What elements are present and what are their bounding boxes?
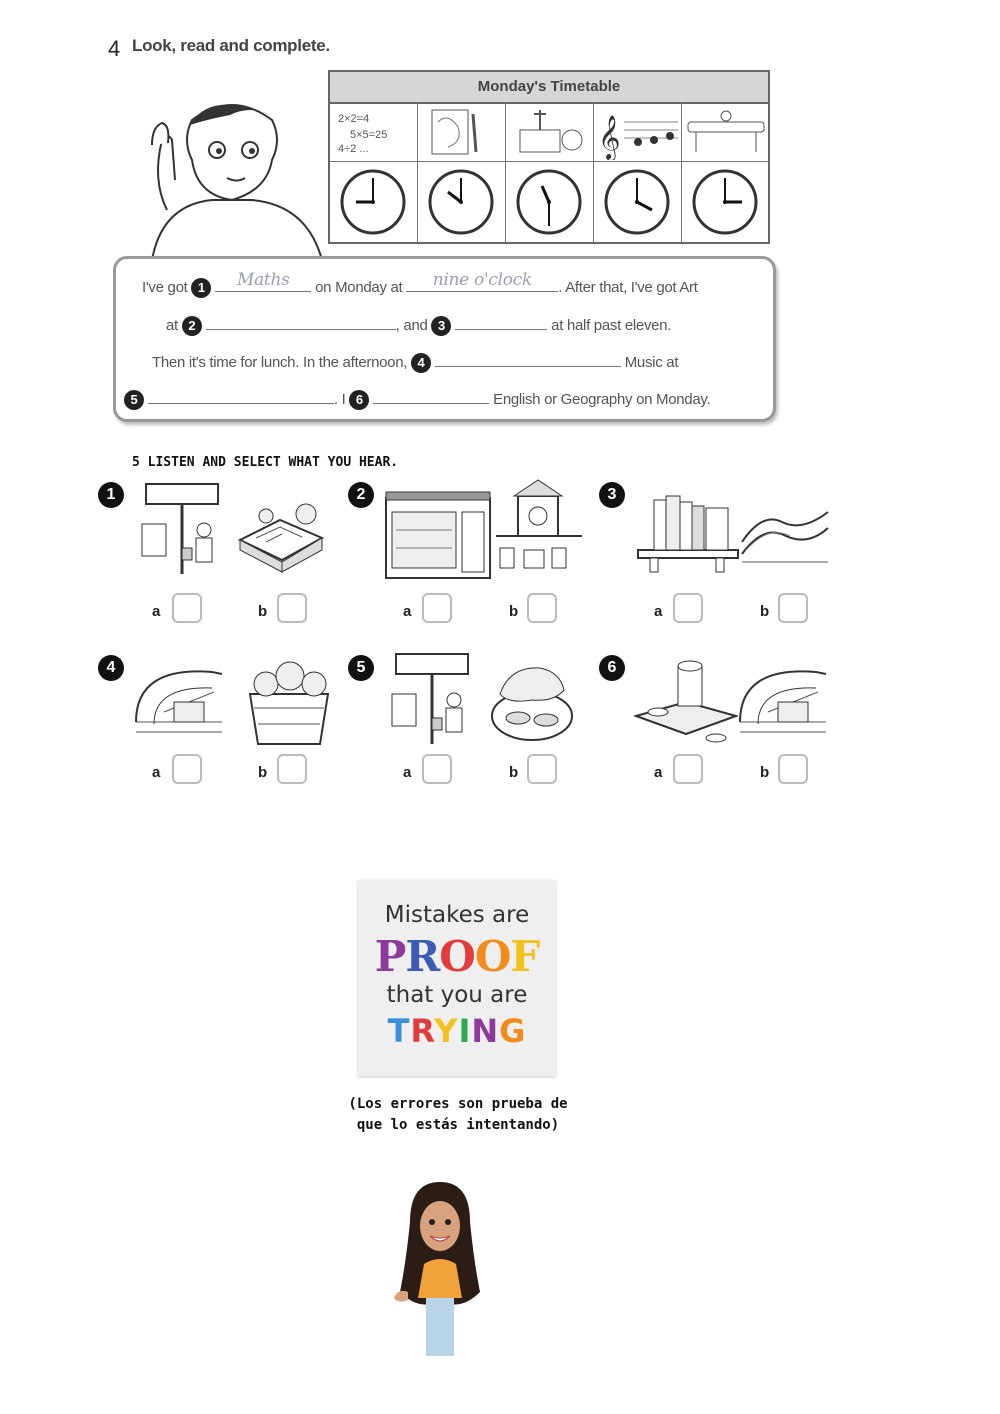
option-b-label: b <box>509 603 519 620</box>
question-number: 3 <box>431 316 451 336</box>
caption-line-1: (Los errores son prueba de <box>348 1096 568 1112</box>
answer-blank-4[interactable] <box>435 350 621 367</box>
option-b-label: b <box>760 603 770 620</box>
question-number: 4 <box>411 353 431 373</box>
music-icon <box>594 102 682 162</box>
checkbox-3a[interactable] <box>673 593 703 623</box>
poster-line-2: PROOF <box>374 932 540 981</box>
item-number: 2 <box>348 482 374 508</box>
bus-stop-picture <box>386 652 476 747</box>
pe-icon <box>682 102 770 162</box>
svg-text:2×2=4: 2×2=4 <box>338 113 370 125</box>
checkbox-5a[interactable] <box>422 754 452 784</box>
science-icon <box>506 102 594 162</box>
item-number: 6 <box>599 655 625 681</box>
clock-icon <box>506 162 594 244</box>
poster-line-1: Mistakes are <box>384 902 530 928</box>
answer-blank-6[interactable] <box>373 387 489 404</box>
clock-icon <box>682 162 770 244</box>
bus-stop-picture <box>136 482 226 577</box>
tunnel-picture <box>738 662 828 757</box>
checkbox-6a[interactable] <box>673 754 703 784</box>
svg-text:4÷2 ...: 4÷2 ... <box>338 143 369 155</box>
poster-line-3: that you are <box>386 982 528 1008</box>
item-number: 5 <box>348 655 374 681</box>
exercise-4-title: Look, read and complete. <box>132 36 330 55</box>
meat-plate-picture <box>488 654 578 749</box>
exercise-5-title: 5 LISTEN AND SELECT WHAT YOU HEAR. <box>132 455 399 470</box>
question-number: 1 <box>191 278 211 298</box>
teacher-avatar <box>388 1182 488 1357</box>
clock-icon <box>594 162 682 244</box>
checkbox-2b[interactable] <box>527 593 557 623</box>
speech-bubble <box>113 256 776 422</box>
option-b-label: b <box>258 603 268 620</box>
option-a-label: a <box>403 603 412 620</box>
item-number: 3 <box>599 482 625 508</box>
timetable <box>328 70 770 244</box>
text-line-2: at 2 , and 3 at half past eleven. <box>166 313 671 336</box>
shop-window-picture <box>384 490 492 585</box>
poster-line-4: TRYING <box>387 1012 527 1050</box>
question-number: 2 <box>182 316 202 336</box>
item-number: 4 <box>98 655 124 681</box>
svg-text:𝄞: 𝄞 <box>598 117 621 159</box>
answer-blank-1[interactable]: Maths <box>215 275 311 292</box>
tunnel-picture <box>134 662 224 757</box>
checkbox-2a[interactable] <box>422 593 452 623</box>
text-line-3: Then it's time for lunch. In the afternoon, 4 Music at <box>152 350 678 373</box>
caption-line-2: que lo estás intentando) <box>356 1117 560 1133</box>
boy-illustration <box>132 90 332 260</box>
item-number: 1 <box>98 482 124 508</box>
checkbox-1b[interactable] <box>277 593 307 623</box>
checkbox-4b[interactable] <box>277 754 307 784</box>
books-shelf-picture <box>636 488 740 583</box>
question-number: 5 <box>124 390 144 410</box>
clock-icon <box>418 162 506 244</box>
text-line-4: 5 . I 6 English or Geography on Monday. <box>124 387 710 410</box>
answer-blank-5[interactable] <box>148 387 334 404</box>
svg-text:5×5=25: 5×5=25 <box>350 129 388 141</box>
checkbox-1a[interactable] <box>172 593 202 623</box>
maze-picture <box>236 490 326 585</box>
checkbox-4a[interactable] <box>172 754 202 784</box>
motivational-poster <box>358 880 556 1076</box>
checkbox-3b[interactable] <box>778 593 808 623</box>
maths-icon <box>330 102 418 162</box>
coins-picture <box>634 656 738 751</box>
river-picture <box>740 492 830 587</box>
answer-blank-3[interactable] <box>455 313 547 330</box>
poster-caption <box>320 1094 596 1136</box>
option-a-label: a <box>654 603 663 620</box>
town-clock-picture <box>494 478 584 573</box>
option-a-label: a <box>403 764 412 781</box>
vegetable-box-picture <box>244 654 334 749</box>
text-line-1: I've got 1 Maths on Monday at nine o'clock . After that, I've got Art <box>142 275 698 298</box>
question-number: 6 <box>349 390 369 410</box>
timetable-title: Monday's Timetable <box>330 72 768 104</box>
option-a-label: a <box>654 764 663 781</box>
option-a-label: a <box>152 603 161 620</box>
checkbox-5b[interactable] <box>527 754 557 784</box>
art-icon <box>418 102 506 162</box>
clock-icon <box>330 162 418 244</box>
exercise-4-number: 4 <box>108 36 121 61</box>
option-b-label: b <box>258 764 268 781</box>
option-b-label: b <box>760 764 770 781</box>
checkbox-6b[interactable] <box>778 754 808 784</box>
answer-blank-time[interactable]: nine o'clock <box>406 275 558 292</box>
option-a-label: a <box>152 764 161 781</box>
option-b-label: b <box>509 764 519 781</box>
answer-blank-2[interactable] <box>206 313 396 330</box>
